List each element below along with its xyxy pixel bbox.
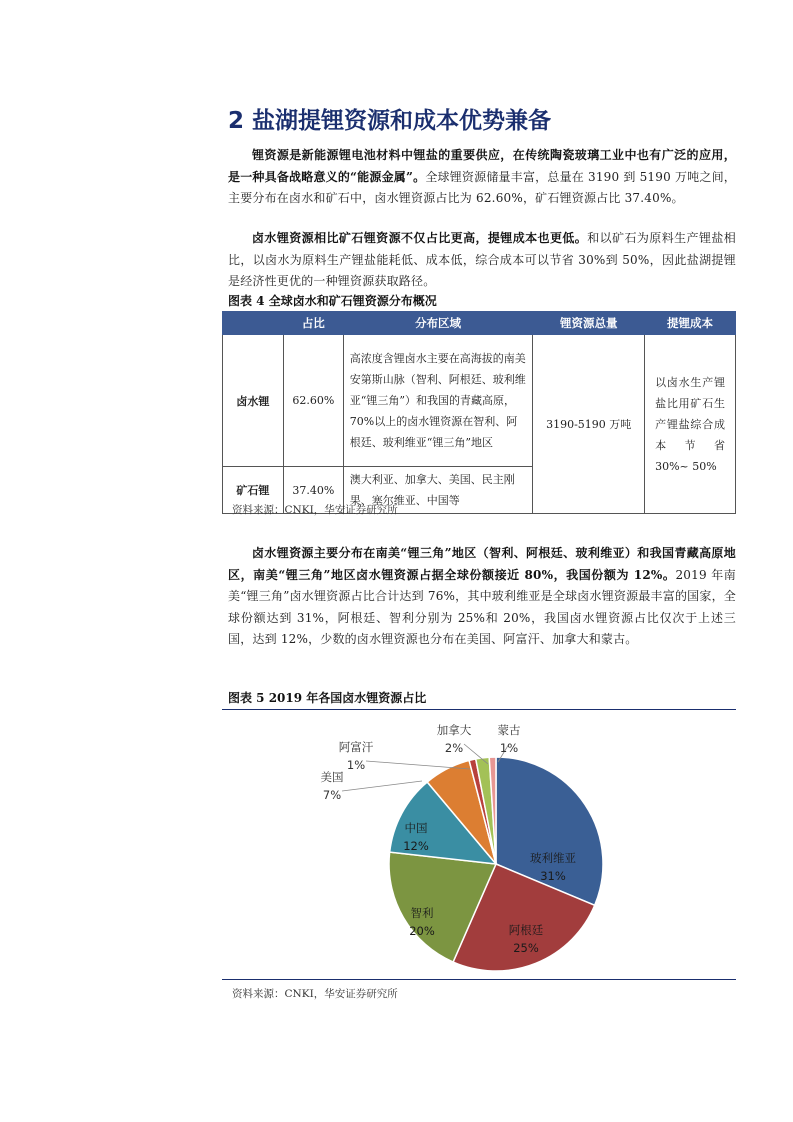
- region-cell: 高浓度含锂卤水主要在高海拔的南美安第斯山脉（智利、阿根廷、玻利维亚“锂三角”）和我国的青藏高原，70%以上的卤水锂资源在智利、阿根廷、玻利维亚“锂三角”地区: [343, 335, 533, 467]
- share-cell: 62.60%: [283, 335, 343, 467]
- chart-bottom-rule: [222, 979, 736, 980]
- chart-source-note: 资料来源：CNKI，华安证券研究所: [232, 988, 398, 1000]
- row-label: 矿石锂: [223, 467, 284, 514]
- pie-value-label: 12%: [403, 839, 429, 853]
- table-header-cell: 分布区域: [343, 312, 533, 335]
- paragraph-emphasis: 卤水锂资源相比矿石锂资源不仅占比更高，提锂成本也更低。: [252, 231, 588, 245]
- paragraph-brine-advantage: [228, 228, 736, 293]
- pie-value-label: 2%: [444, 741, 464, 755]
- paragraph-text: 2019 年南美“锂三角”卤水锂资源占比合计达到 76%，其中玻利维亚是全球卤水锂资源最丰富的国家，全球份额达到 31%，阿根廷、智利分别为 25%和 20%，我国卤水锂资源占比仅次于上述三国，达到 12%，少数的卤水锂资源也分布在美国、阿富汗、加拿大和蒙古。: [228, 567, 736, 646]
- pie-category-label: 玻利维亚: [530, 851, 576, 865]
- section-heading: 2 盐湖提锂资源和成本优势兼备: [228, 108, 552, 134]
- pie-category-label: 美国: [320, 770, 344, 784]
- total-cell: 3190-5190 万吨: [533, 335, 645, 514]
- pie-value-label: 31%: [540, 869, 566, 883]
- table-source-note: 资料来源：CNKI，华安证券研究所: [232, 504, 398, 516]
- table-header-row: [223, 312, 736, 335]
- pie-category-label: 中国: [404, 821, 428, 835]
- pie-category-label: 蒙古: [497, 723, 521, 737]
- paragraph-emphasis: 卤水锂资源主要分布在南美“锂三角”地区（智利、阿根廷、玻利维亚）和我国青藏高原地区，南美“锂三角”地区卤水锂资源占据全球份额接近 80%，我国份额为 12%。: [228, 546, 736, 582]
- pie-value-label: 20%: [409, 924, 435, 938]
- pie-category-label: 加拿大: [436, 723, 472, 737]
- table-row-brine: [223, 335, 736, 467]
- paragraph-text: 和以矿石为原料生产锂盐相比，以卤水为原料生产锂盐能耗低、成本低，综合成本可以节省 30%到 50%，因此盐湖提锂是经济性更优的一种锂资源获取路径。: [228, 231, 737, 288]
- row-label: 卤水锂: [223, 335, 284, 467]
- lithium-resource-table: [222, 311, 736, 514]
- table-header-cell: 锂资源总量: [533, 312, 645, 335]
- paragraph-brine-distribution: [228, 543, 736, 651]
- pie-value-label: 25%: [513, 941, 539, 955]
- brine-lithium-pie-chart: [222, 710, 736, 978]
- cost-cell: 以卤水生产锂盐比用矿石生产锂盐综合成本节省 30%~ 50%: [645, 335, 736, 514]
- paragraph-emphasis: 锂资源是新能源锂电池材料中锂盐的重要供应，在传统陶瓷玻璃工业中也有广泛的应用，是一种具备战略意义的“能源金属”。: [228, 148, 736, 184]
- pie-category-label: 阿根廷: [508, 923, 544, 937]
- table-header-cell: 提锂成本: [645, 312, 736, 335]
- table-caption: 图表 4 全球卤水和矿石锂资源分布概况: [228, 294, 437, 308]
- table-header-cell: 占比: [283, 312, 343, 335]
- pie-category-label: 阿富汗: [338, 740, 374, 754]
- chart-caption: 图表 5 2019 年各国卤水锂资源占比: [228, 691, 427, 705]
- pie-value-label: 1%: [346, 758, 366, 772]
- paragraph-lithium-overview: [228, 145, 736, 210]
- pie-category-label: 智利: [410, 906, 434, 920]
- region-cell: 澳大利亚、加拿大、美国、民主刚果、塞尔维亚、中国等: [343, 467, 533, 514]
- share-cell: 37.40%: [283, 467, 343, 514]
- pie-value-label: 7%: [322, 788, 342, 802]
- pie-leader-line: [342, 781, 422, 791]
- paragraph-text: 全球锂资源储量丰富，总量在 3190 到 5190 万吨之间，主要分布在卤水和矿石中，卤水锂资源占比为 62.60%，矿石锂资源占比 37.40%。: [228, 169, 736, 205]
- table-header-cell: [223, 312, 284, 335]
- pie-value-label: 1%: [499, 741, 519, 755]
